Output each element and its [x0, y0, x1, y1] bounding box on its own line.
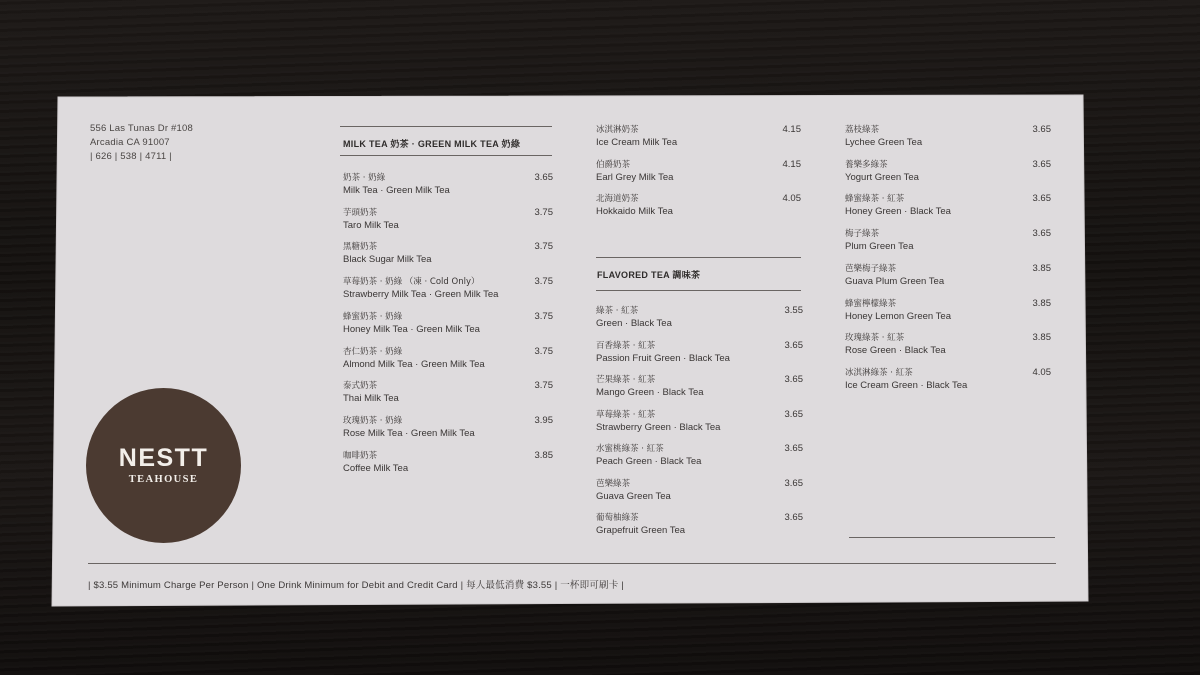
item-name-chinese: 冰淇淋奶茶 — [596, 125, 639, 135]
item-name-chinese: 北海道奶茶 — [596, 194, 639, 205]
menu-item — [845, 332, 1051, 358]
item-price: 3.65 — [784, 477, 803, 489]
nestt-logo — [86, 388, 241, 543]
menu-item — [343, 241, 553, 267]
menu-item — [845, 159, 1051, 185]
item-price: 3.65 — [784, 374, 803, 385]
footer-note: | $3.55 Minimum Charge Per Person | One Drink Minimum for Debit and Credit Card | 每人最低消費 $3.55 | 一杯即可刷卡 | — [88, 580, 624, 591]
item-price: 3.65 — [534, 172, 553, 183]
item-price: 3.65 — [784, 339, 803, 351]
address-street: 556 Las Tunas Dr #108 — [90, 123, 193, 134]
item-name-chinese: 草莓奶茶 · 奶綠 （凍 · Cold Only） — [343, 277, 480, 288]
item-price: 3.75 — [534, 276, 553, 288]
item-name-chinese: 冰淇淋綠茶 · 紅茶 — [845, 367, 913, 378]
item-name-chinese: 咖啡奶茶 — [343, 450, 378, 461]
item-price: 3.95 — [534, 414, 553, 426]
item-name-chinese: 杏仁奶茶 · 奶綠 — [343, 346, 403, 357]
item-name-english: Honey Milk Tea · Green Milk Tea — [343, 323, 480, 335]
menu-item — [343, 207, 553, 233]
item-name-english: Guava Green Tea — [596, 490, 671, 502]
item-price: 3.75 — [534, 241, 553, 253]
item-name-chinese: 綠茶 · 紅茶 — [596, 306, 639, 316]
item-price: 3.65 — [1032, 158, 1051, 170]
item-name-english: Honey Lemon Green Tea — [845, 310, 951, 322]
menu-item — [845, 367, 1051, 393]
menu-item — [596, 340, 803, 366]
menu-item — [845, 124, 1051, 150]
section-title-milk-tea: MILK TEA 奶茶 · GREEN MILK TEA 奶綠 — [343, 139, 521, 149]
menu-item — [596, 159, 801, 185]
menu-item — [596, 305, 803, 331]
item-name-english: Yogurt Green Tea — [845, 171, 919, 183]
menu-item — [343, 450, 553, 476]
item-name-english: Thai Milk Tea — [343, 393, 399, 405]
menu-item — [845, 193, 1051, 219]
menu-item — [343, 346, 553, 372]
logo-subtitle: TEAHOUSE — [128, 474, 199, 485]
divider — [596, 257, 801, 258]
item-price: 4.05 — [782, 193, 801, 205]
item-name-chinese: 百香綠茶 · 紅茶 — [596, 340, 656, 351]
item-name-english: Ice Cream Milk Tea — [596, 137, 678, 148]
item-name-chinese: 玫瑰奶茶 · 奶綠 — [343, 415, 403, 426]
item-name-chinese: 黑糖奶茶 — [343, 242, 378, 253]
menu-item — [343, 276, 553, 302]
item-name-english: Taro Milk Tea — [343, 219, 399, 231]
menu-item — [596, 193, 801, 219]
logo-brand: NESTT — [118, 444, 209, 472]
item-name-english: Lychee Green Tea — [845, 137, 923, 148]
footer-divider — [88, 563, 1056, 564]
divider — [596, 290, 801, 291]
item-name-english: Rose Milk Tea · Green Milk Tea — [343, 427, 475, 439]
item-name-chinese: 泰式奶茶 — [343, 381, 378, 392]
item-price: 3.75 — [534, 345, 553, 357]
menu-item — [343, 415, 553, 441]
item-price: 3.65 — [1032, 193, 1051, 205]
item-name-english: Guava Plum Green Tea — [845, 275, 945, 287]
item-price: 4.05 — [1032, 366, 1051, 378]
divider — [340, 155, 552, 156]
phone-number: | 626 | 538 | 4711 | — [90, 151, 172, 162]
item-name-english: Ice Cream Green · Black Tea — [845, 379, 968, 391]
address-block — [90, 122, 193, 164]
item-name-english: Peach Green · Black Tea — [596, 456, 702, 467]
item-name-english: Mango Green · Black Tea — [596, 387, 704, 398]
item-name-english: Green · Black Tea — [596, 318, 672, 329]
item-price: 4.15 — [782, 158, 801, 170]
menu-item — [343, 172, 553, 198]
item-name-chinese: 奶茶 · 奶綠 — [343, 173, 386, 183]
item-name-english: Hokkaido Milk Tea — [596, 206, 673, 218]
item-name-english: Passion Fruit Green · Black Tea — [596, 352, 730, 364]
item-name-chinese: 伯爵奶茶 — [596, 159, 631, 170]
menu-item — [596, 443, 803, 469]
menu-item — [343, 380, 553, 406]
item-price: 4.15 — [782, 124, 801, 135]
item-name-chinese: 蜂蜜奶茶 · 奶綠 — [343, 311, 403, 322]
item-name-english: Rose Green · Black Tea — [845, 345, 946, 357]
item-name-english: Grapefruit Green Tea — [596, 525, 686, 536]
divider — [849, 537, 1055, 538]
item-name-english: Strawberry Milk Tea · Green Milk Tea — [343, 289, 499, 301]
item-name-chinese: 水蜜桃綠茶 · 紅茶 — [596, 444, 664, 454]
item-name-chinese: 養樂多綠茶 — [845, 159, 888, 170]
item-price: 3.75 — [534, 310, 553, 322]
item-name-chinese: 草莓綠茶 · 紅茶 — [596, 409, 656, 420]
item-name-chinese: 芭樂梅子綠茶 — [845, 263, 897, 274]
menu-item — [845, 298, 1051, 324]
menu-item — [343, 311, 553, 337]
item-price: 3.65 — [1032, 124, 1051, 135]
address-city: Arcadia CA 91007 — [90, 137, 170, 148]
item-price: 3.85 — [1032, 297, 1051, 309]
item-name-english: Black Sugar Milk Tea — [343, 254, 432, 266]
item-price: 3.85 — [534, 449, 553, 461]
item-name-english: Plum Green Tea — [845, 241, 914, 253]
item-name-chinese: 芋頭奶茶 — [343, 207, 378, 218]
menu-item — [596, 478, 803, 504]
item-name-chinese: 梅子綠茶 — [845, 229, 880, 240]
menu-item — [845, 263, 1051, 289]
item-name-chinese: 芭樂綠茶 — [596, 478, 631, 489]
item-name-chinese: 葡萄柚綠茶 — [596, 513, 639, 523]
item-name-english: Almond Milk Tea · Green Milk Tea — [343, 358, 485, 370]
menu-item — [596, 124, 801, 150]
menu-item — [845, 228, 1051, 254]
item-name-chinese: 蜂蜜綠茶 · 紅茶 — [845, 194, 905, 205]
item-name-chinese: 蜂蜜檸檬綠茶 — [845, 298, 897, 309]
item-price: 3.85 — [1032, 332, 1051, 344]
item-name-english: Honey Green · Black Tea — [845, 206, 951, 218]
divider — [340, 126, 552, 127]
item-price: 3.75 — [534, 206, 553, 218]
item-price: 3.65 — [784, 443, 803, 454]
item-price: 3.65 — [784, 408, 803, 420]
menu-item — [596, 512, 803, 538]
item-name-english: Coffee Milk Tea — [343, 462, 409, 474]
item-name-english: Earl Grey Milk Tea — [596, 171, 674, 183]
item-name-chinese: 玫瑰綠茶 · 紅茶 — [845, 333, 905, 344]
item-name-chinese: 荔枝綠茶 — [845, 125, 880, 135]
item-price: 3.85 — [1032, 262, 1051, 274]
menu-item — [596, 374, 803, 400]
item-price: 3.65 — [784, 512, 803, 523]
item-name-english: Milk Tea · Green Milk Tea — [343, 185, 450, 196]
section-title-flavored-tea: FLAVORED TEA 調味茶 — [597, 270, 701, 280]
menu-item — [596, 409, 803, 435]
item-name-english: Strawberry Green · Black Tea — [596, 421, 721, 433]
item-price: 3.75 — [534, 380, 553, 392]
item-price: 3.55 — [784, 305, 803, 316]
item-price: 3.65 — [1032, 228, 1051, 240]
item-name-chinese: 芒果綠茶 · 紅茶 — [596, 375, 656, 385]
